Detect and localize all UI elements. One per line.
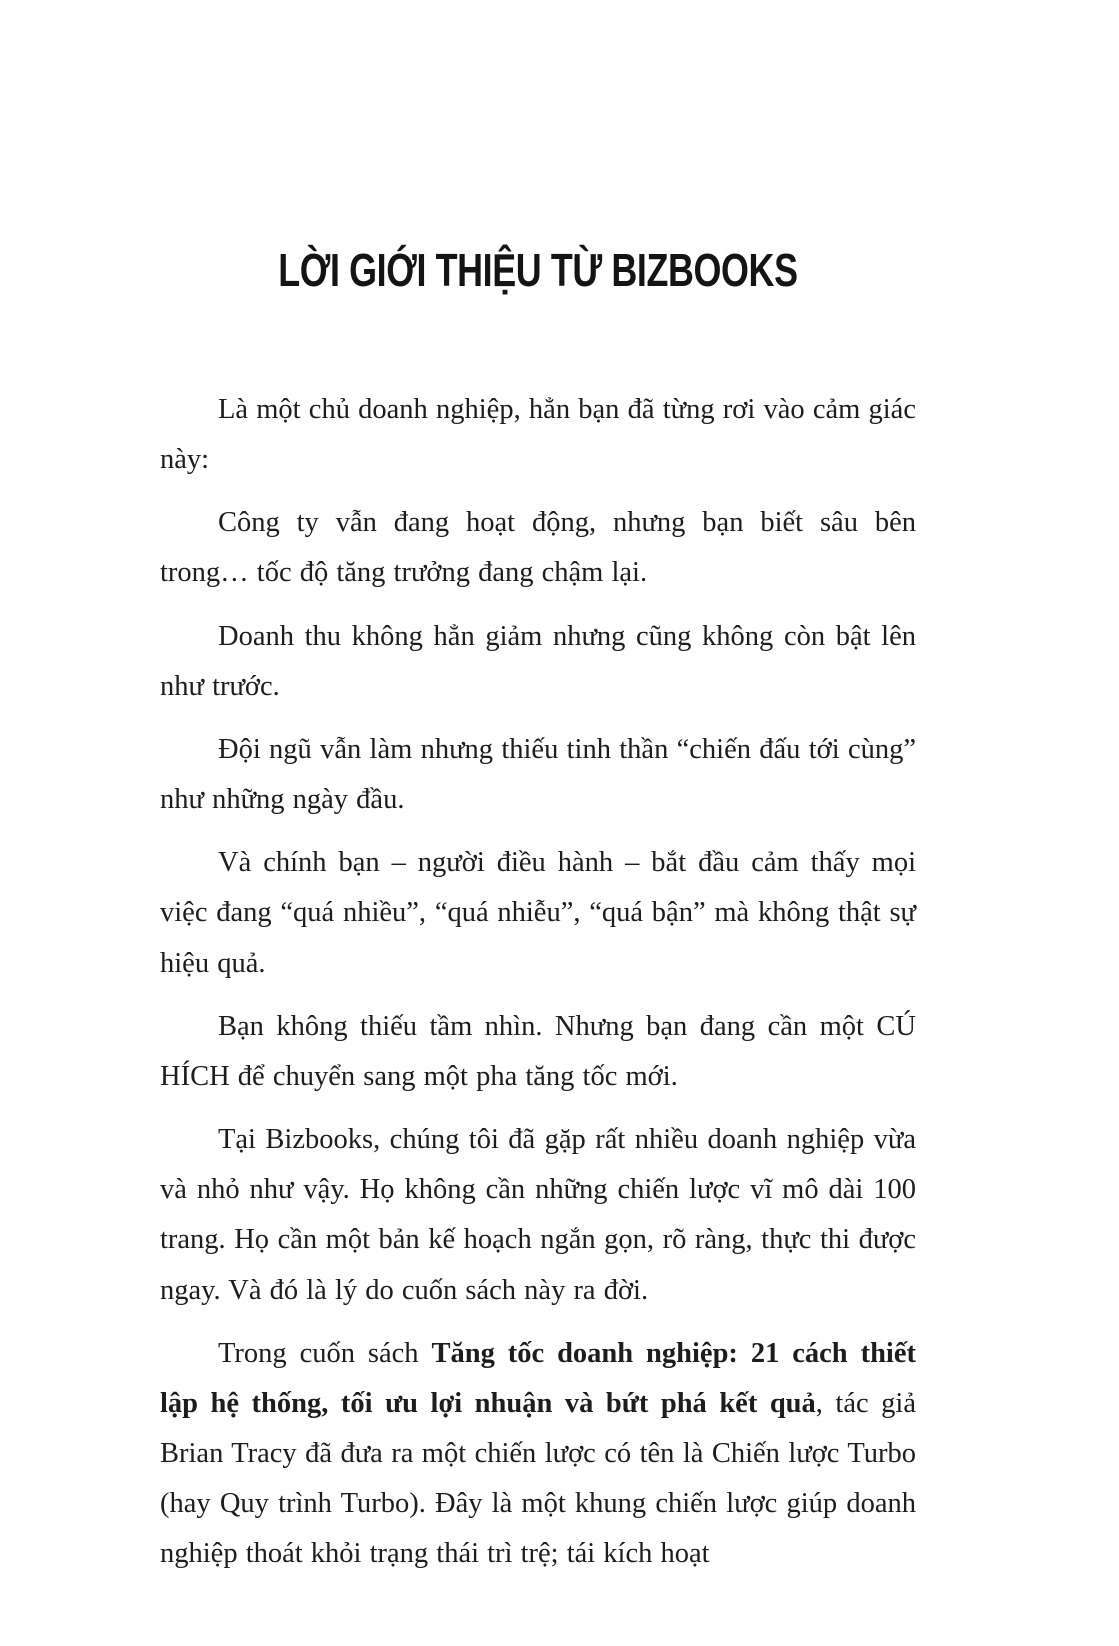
paragraph: Là một chủ doanh nghiệp, hẳn bạn đã từng rơi vào cảm giác này: [160, 394, 916, 476]
paragraph: Bạn không thiếu tầm nhìn. Nhưng bạn đang cần một CÚ HÍCH để chuyển sang một pha tăng tốc mới. [160, 1010, 916, 1092]
paragraph: Công ty vẫn đang hoạt động, nhưng bạn biết sâu bên trong… tốc độ tăng trưởng đang chậm lại. [160, 507, 916, 589]
page-title [160, 243, 916, 297]
paragraph-rest-text: , tác giả Brian Tracy đã đưa ra một chiến lược có tên là Chiến lược Turbo (hay Quy trình Turbo). Đây là một khung chiến lược giúp doanh nghiệp thoát khỏi trạng thái trì trệ; tái kích hoạt [160, 1387, 916, 1570]
paragraph: Tại Bizbooks, chúng tôi đã gặp rất nhiều doanh nghiệp vừa và nhỏ như vậy. Họ không cần những chiến lược vĩ mô dài 100 trang. Họ cần một bản kế hoạch ngắn gọn, rõ ràng, thực thi được ngay. Và đó là lý do cuốn sách này ra đời. [160, 1124, 916, 1306]
page-body [160, 385, 916, 1579]
page-title-text: LỜI GIỚI THIỆU TỪ BIZBOOKS [278, 244, 798, 296]
paragraph: Doanh thu không hẳn giảm nhưng cũng không còn bật lên như trước. [160, 620, 916, 702]
paragraph: Và chính bạn – người điều hành – bắt đầu cảm thấy mọi việc đang “quá nhiều”, “quá nhiễu”, “quá bận” mà không thật sự hiệu quả. [160, 847, 916, 979]
paragraph-lead-text: Trong cuốn sách [218, 1337, 432, 1369]
paragraph-with-book-title [160, 1329, 916, 1580]
paragraph: Đội ngũ vẫn làm nhưng thiếu tinh thần “chiến đấu tới cùng” như những ngày đầu. [160, 733, 916, 816]
book-title-bold-text: Tăng tốc doanh nghiệp: 21 cách thiết lập hệ thống, tối ưu lợi nhuận và bứt phá kết quả [160, 1337, 916, 1419]
